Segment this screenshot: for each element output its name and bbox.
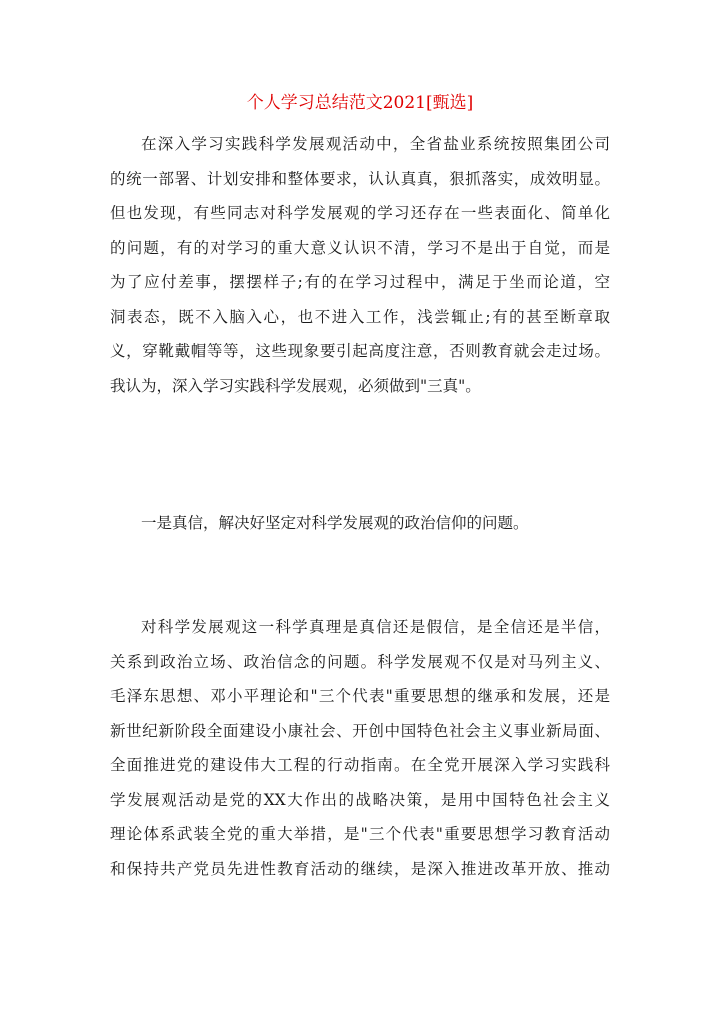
paragraph-line: 的统一部署、计划安排和整体要求，认认真真，狠抓落实，成效明显。 (110, 169, 610, 188)
paragraph-line: 新世纪新阶段全面建设小康社会、开创中国特色社会主义事业新局面、 (110, 721, 610, 740)
paragraph-heading-one (110, 506, 610, 541)
paragraph-line: 我认为，深入学习实践科学发展观，必须做到"三真"。 (110, 376, 481, 395)
paragraph-line: 对科学发展观这一科学真理是真信还是假信，是全信还是半信， (141, 618, 610, 636)
paragraph-line: 学发展观活动是党的XX大作出的战略决策，是用中国特色社会主义 (110, 790, 610, 809)
paragraph-line: 为了应付差事，摆摆样子;有的在学习过程中，满足于坐而论道，空 (110, 273, 610, 291)
paragraph-line: 理论体系武装全党的重大举措，是"三个代表"重要思想学习教育活动 (110, 825, 610, 843)
document-title: 个人学习总结范文2021[甄选] (246, 93, 474, 113)
paragraph-line: 关系到政治立场、政治信念的问题。科学发展观不仅是对马列主义、 (110, 652, 610, 671)
paragraph-line: 洞表态，既不入脑入心，也不进入工作，浅尝辄止;有的甚至断章取 (110, 307, 610, 326)
paragraph-line: 在深入学习实践科学发展观活动中，全省盐业系统按照集团公司 (141, 135, 610, 153)
paragraph-line: 毛泽东思想、邓小平理论和"三个代表"重要思想的继承和发展，还是 (110, 687, 610, 705)
paragraph-line: 和保持共产党员先进性教育活动的继续，是深入推进改革开放、推动 (110, 859, 610, 878)
paragraph-line: 一是真信，解决好坚定对科学发展观的政治信仰的问题。 (141, 514, 529, 532)
paragraph-line: 全面推进党的建设伟大工程的行动指南。在全党开展深入学习实践科 (110, 756, 610, 774)
paragraph-line: 的问题，有的对学习的重大意义认识不清，学习不是出于自觉，而是 (110, 238, 610, 257)
paragraph-body (110, 610, 610, 886)
paragraph-line: 但也发现，有些同志对科学发展观的学习还存在一些表面化、简单化 (110, 204, 610, 222)
paragraph-line: 义，穿靴戴帽等等，这些现象要引起高度注意，否则教育就会走过场。 (110, 342, 610, 360)
paragraph-intro (110, 127, 610, 403)
